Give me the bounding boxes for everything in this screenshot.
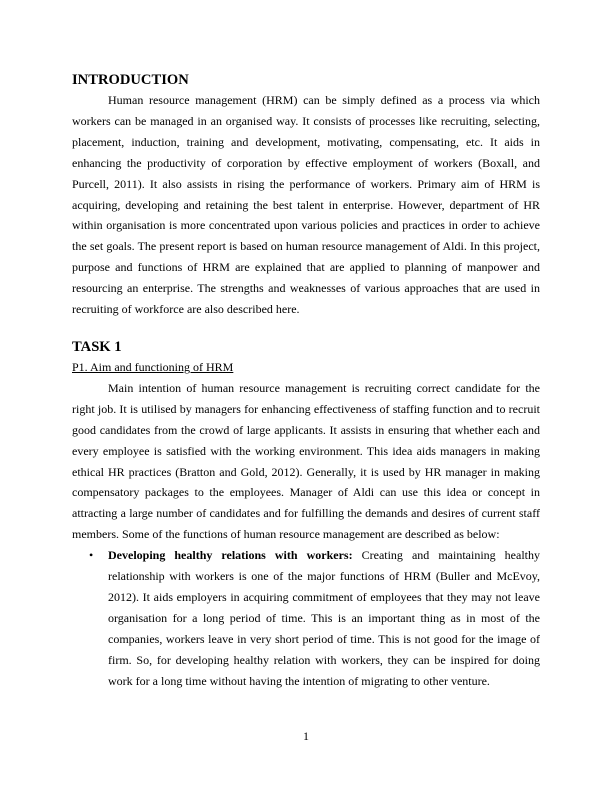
introduction-heading: INTRODUCTION [72, 72, 189, 88]
task1-paragraph: Main intention of human resource management is recruiting correct candidate for the right job. It is utilised by managers for enhancing effectiveness of staffing function and to recruit good candidates from the crowd of large applicants. It assists in ensuring that whether each and every employee is satisfied with the working environment. This idea aids managers in making ethical HR practices (Bratton and Gold, 2012). Generally, it is used by HR manager in making compensatory packages to the employees. Manager of Aldi can use this idea or concept in attracting a large number of candidates and for fulfilling the demands and desires of current staff members. Some of the functions of human resource management are described as below: [72, 380, 540, 542]
section-spacer [72, 320, 540, 337]
functions-list [72, 545, 540, 691]
document-page [72, 70, 540, 691]
task1-heading: TASK 1 [72, 338, 122, 355]
task1-subheading: P1. Aim and functioning of HRM [72, 359, 234, 374]
list-item-title: Developing healthy relations with workers: [108, 548, 353, 563]
introduction-paragraph: Human resource management (HRM) can be simply defined as a process via which workers can be managed in an organised way. It consists of processes like recruiting, selecting, placement, induction, training and development, motivating, compensating, etc. It aids in enhancing the productivity of corporation by effective employment of workers (Boxall, and Purcell, 2011). It also assists in rising the performance of workers. Primary aim of HRM is acquiring, developing and retaining the best talent in enterprise. However, department of HR within organisation is more concentrated upon various policies and practices in order to achieve the set goals. The present report is based on human resource management of Aldi. In this project, purpose and functions of HRM are explained that are applied to planning of manpower and resourcing an enterprise. The strengths and weaknesses of various approaches that are used in recruiting of workforce are also described here. [72, 93, 540, 317]
page-number: 1 [303, 729, 309, 743]
bullet-icon: • [89, 548, 94, 563]
list-item [72, 545, 540, 691]
list-item-text: Creating and maintaining healthy relationship with workers is one of the major functions of HRM (Buller and McEvoy, 2012). It aids employers in acquiring commitment of employees that they may not leave organisation for a long period of time. This is an important thing as in most of the companies, workers leave in very short period of time. This is not good for the image of firm. So, for developing healthy relation with workers, they can be inspired for doing work for a long time without having the intention of migrating to other venture. [108, 548, 540, 688]
